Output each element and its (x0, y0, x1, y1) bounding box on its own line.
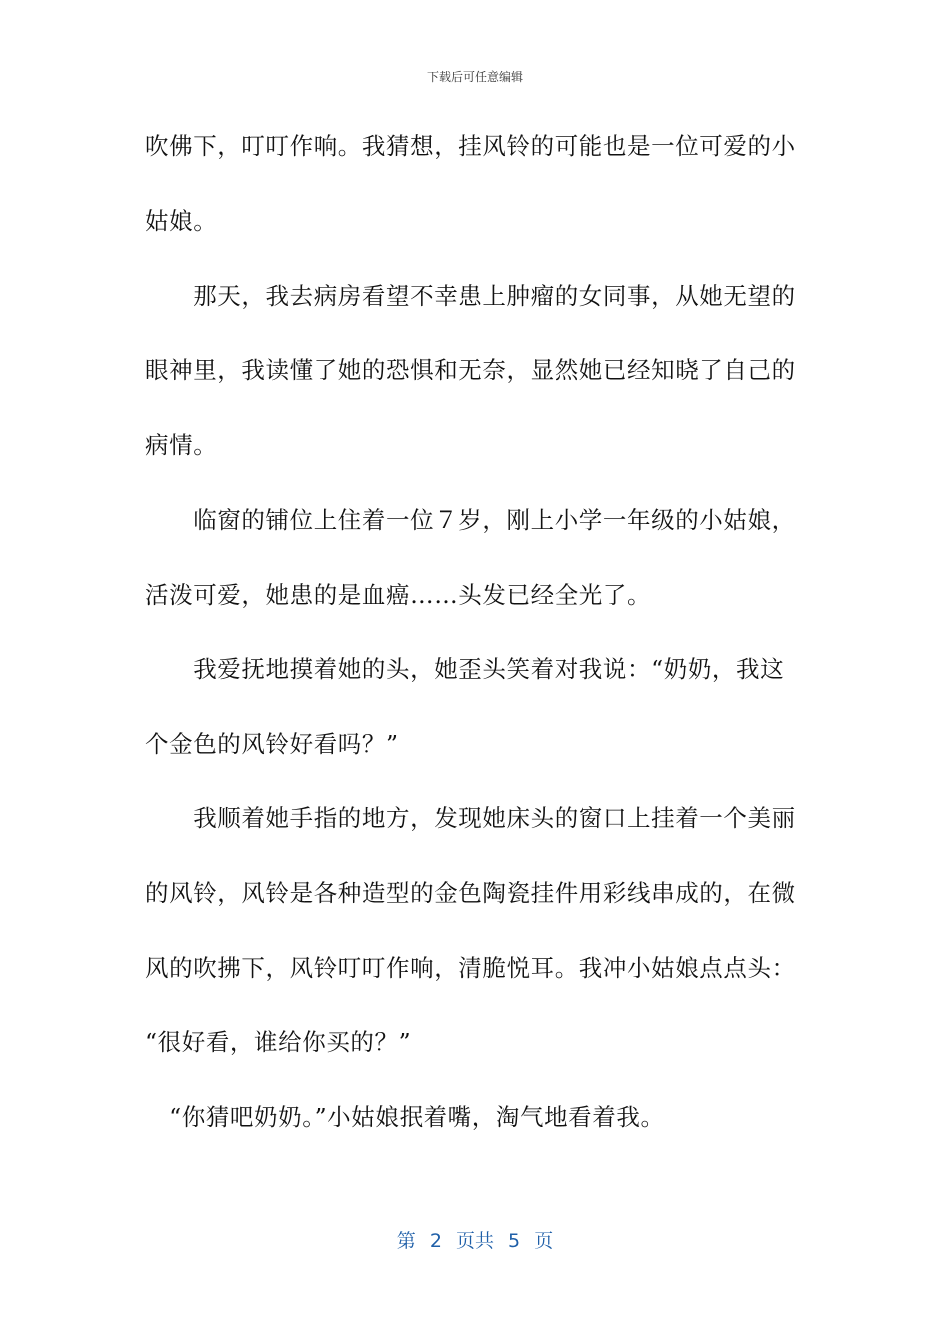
footer-suffix: 页 (534, 1230, 554, 1252)
text-line: 我顺着她手指的地方，发现她床头的窗口上挂着一个美丽 (145, 804, 796, 832)
text-line: 个金色的风铃好看吗？” (145, 730, 399, 758)
footer-current-page: 2 (429, 1230, 442, 1252)
text-line: 病情。 (145, 431, 218, 459)
text-line: “你猜吧奶奶。”小姑娘抿着嘴，淘气地看着我。 (145, 1103, 665, 1131)
footer-middle: 页共 (455, 1230, 494, 1252)
page-footer (0, 1226, 950, 1253)
text-line: 风的吹拂下，风铃叮叮作响，清脆悦耳。我冲小姑娘点点头： (145, 954, 796, 982)
text-line: 的风铃，风铃是各种造型的金色陶瓷挂件用彩线串成的，在微 (145, 879, 796, 907)
text-line: 吹佛下，叮叮作响。我猜想，挂风铃的可能也是一位可爱的小 (145, 132, 796, 160)
text-line: 我爱抚地摸着她的头，她歪头笑着对我说：“奶奶，我这 (145, 655, 785, 683)
footer-total-pages: 5 (508, 1230, 521, 1252)
text-line: 那天，我去病房看望不幸患上肿瘤的女同事，从她无望的 (145, 282, 796, 310)
text-line: 活泼可爱，她患的是血癌……头发已经全光了。 (145, 581, 652, 609)
text-line: 临窗的铺位上住着一位７岁，刚上小学一年级的小姑娘， (145, 506, 796, 534)
header-note: 下载后可任意编辑 (426, 70, 523, 84)
text-line: “很好看，谁给你买的？” (145, 1028, 412, 1056)
footer-prefix: 第 (396, 1230, 416, 1252)
text-line: 眼神里，我读懂了她的恐惧和无奈，显然她已经知晓了自己的 (145, 356, 796, 384)
text-line: 姑娘。 (145, 207, 218, 235)
